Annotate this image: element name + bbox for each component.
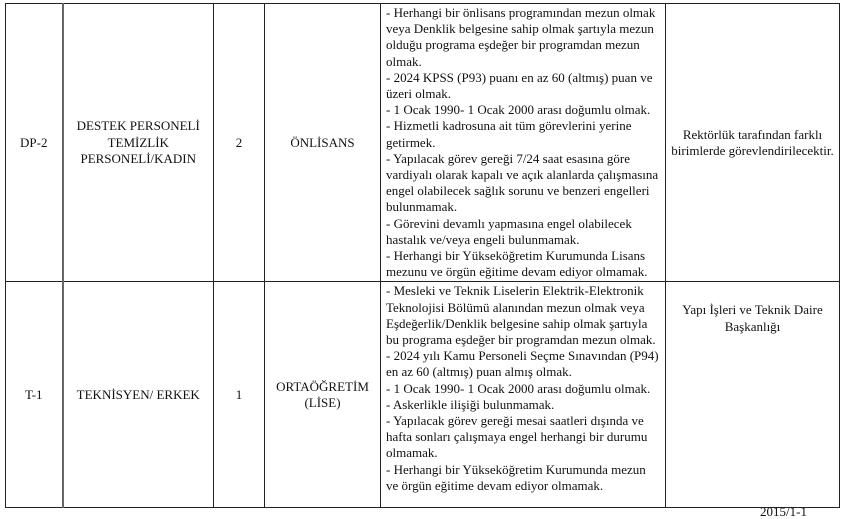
requirement-item: - Askerlikle ilişiği bulunmamak. (386, 396, 555, 412)
requirement-item: - Yapılacak görev gereği mesai saatleri dışında ve hafta sonları çalışmaya engel herhangi bir durumu olmamak. (386, 413, 648, 461)
requirements-cell (381, 4, 666, 282)
education-level: ÖNLİSANS (265, 4, 381, 282)
assignment-note: Yapı İşleri ve Teknik Daire Başkanlığı (666, 282, 840, 508)
requirement-item: - Herhangi bir Yükseköğretim Kurumunda Lisans mezunu ve örgün eğitime devam ediyor olmamak. (386, 248, 648, 280)
education-level-line: ORTAÖĞRETİM (276, 378, 369, 394)
requirement-item: - 1 Ocak 1990- 1 Ocak 2000 arası doğumlu olmak. (386, 102, 651, 118)
requirements-cell (381, 282, 666, 508)
table-row (6, 4, 840, 282)
requirement-item: - Yapılacak görev gereği 7/24 saat esasına göre vardiyalı olarak kapalı ve açık alanlarda çalışmasına engel olabilecek sağlık sorunu ve benzeri engelleri bulunmamak. (386, 150, 659, 215)
position-title (63, 4, 214, 282)
assignment-note: Rektörlük tarafından farklı birimlerde görevlendirilecektir. (666, 4, 840, 282)
position-title-line: TEMİZLİK (107, 134, 169, 150)
position-title-line: PERSONELİ/KADIN (80, 150, 197, 166)
requirement-item: - 2024 KPSS (P93) puanı en az 60 (altmış) puan ve üzeri olmak. (386, 69, 653, 102)
requirement-item: - Görevini devamlı yapmasına engel olabilecek hastalık ve/veya engeli bulunmamak. (386, 215, 632, 247)
position-code: DP-2 (6, 4, 63, 282)
position-count: 1 (214, 282, 265, 508)
position-count: 2 (214, 4, 265, 282)
education-level-line: (LİSE) (304, 394, 341, 410)
table-row (6, 282, 840, 508)
requirement-item: - Herhangi bir Yükseköğretim Kurumunda mezun ve örgün eğitime devam ediyor olmamak. (386, 461, 646, 493)
positions-table (5, 3, 840, 508)
requirement-item: - 1 Ocak 1990- 1 Ocak 2000 arası doğumlu olmak. (386, 380, 651, 396)
requirement-item: - Herhangi bir önlisans programından mezun olmak veya Denklik belgesine sahip olmak şartıyla mezun olduğu programa eşdeğer bir programdan mezun olmak. (386, 5, 656, 69)
requirement-item: - 2024 yılı Kamu Personeli Seçme Sınavından (P94) en az 60 (altmış) puan almış olmak. (386, 348, 659, 380)
position-title: TEKNİSYEN/ ERKEK (63, 282, 214, 508)
requirement-item: - Mesleki ve Teknik Liselerin Elektrik-Elektronik Teknolojisi Bölümü alanından mezun olmak veya Eşdeğerlik/Denklik belgesine sahip olmak şartıyla bu programa eşdeğer bir programdan mezun olmak. (386, 283, 656, 348)
page-footer-reference: 2015/1-1 (760, 504, 807, 519)
position-title-line: DESTEK PERSONELİ (76, 118, 200, 134)
position-code: T-1 (6, 282, 63, 508)
education-level (265, 282, 381, 508)
requirement-item: - Hizmetli kadrosuna ait tüm görevlerini yerine getirmek. (386, 118, 632, 150)
